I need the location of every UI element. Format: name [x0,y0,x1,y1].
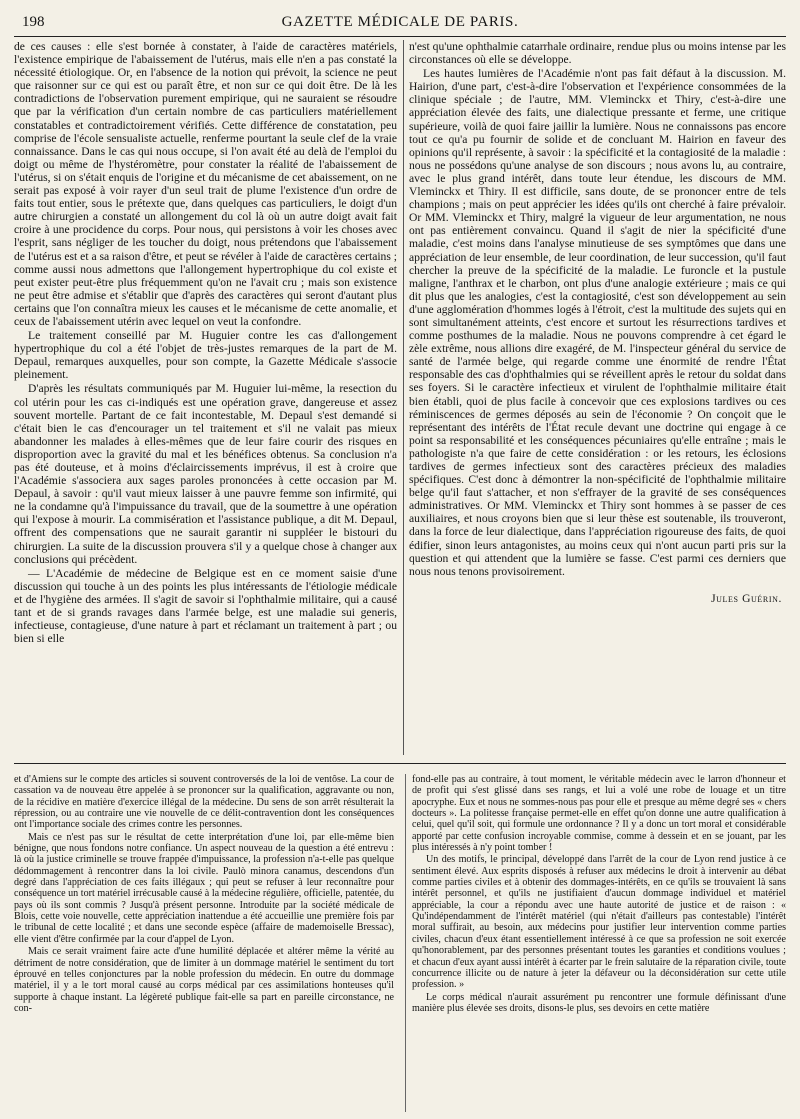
page-number: 198 [22,14,45,30]
article-paragraph: — L'Académie de médecine de Belgique est en ce moment saisie d'une discussion qui touche à un des points les plus intéressants de l'étiologie médicale et de l'hygiène des armées. Il s'agit de savoir si l'ophthalmie militaire, qui a causé tant et de si grands ravages dans l'armée belge, est une maladie sui generis, infectieuse, contagieuse, d'une nature à part et réclamant un traitement à part ; ou bien si elle [14,566,397,646]
feuilleton-body [14,774,786,1112]
feuilleton-paragraph: fond-elle pas au contraire, à tout moment, le véritable médecin avec le larron d'honneur et de profit qui s'est glissé dans ses rangs, et lui a volé une robe de louage et un titre apocryphe. Eux et nous ne sommes-nous pas pour elle et presque au même degré ses « chers docteurs ». La politesse française permet-elle en effet qu'on donne une autre qualification à celui, quel qu'il soit, qui formule une ordonnance ? Il y a donc un tort moral et considérable apporté par cette confusion incroyable commise, comme à dessein et en se jouant, par les plus intéressés à n'y point tomber ! [412,774,786,854]
article-paragraph: n'est qu'une ophthalmie catarrhale ordinaire, rendue plus ou moins intense par les circonstances où elle se développe. [409,40,786,67]
header-rule [14,36,786,37]
article-right-column [409,40,786,755]
feuilleton-paragraph: Le corps médical n'aurait assurément pu rencontrer une formule définissant d'une manière plus élevée ses droits, disons-le plus, ses devoirs en cette matière [412,991,786,1014]
feuilleton-paragraph: Mais ce n'est pas sur le résultat de cette interprétation d'une loi, par elle-même bien bénigne, que nous fondons notre confiance. Un aspect nouveau de la question a été entrevu : là où la justice criminelle se trouve frappée d'impuissance, la profession n'a-t-elle pas quelque dédommagement à rencontrer dans la loi civile. Paulò minora canamus, descendons d'un degré dans l'appréciation de ces faits illégaux ; qui peut se refuser à leur reconnaître pour conséquence un tort matériel irrécusable causé à la médecine régulière, officielle, patentée, du pays où ils sont commis ? Jusqu'à présent personne. Introduite par la société médicale de Blois, cette voie nouvelle, cette appréciation inattendue a été accueillie une première fois par le tribunal de cette localité ; et dans une seconde espèce (affaire de mademoiselle Bressac), elle vient d'être confirmée par la cour d'appel de Lyon. [14,831,394,945]
feuilleton-rule [14,763,786,764]
author-signature: Jules Guérin. [711,591,782,605]
article-paragraph: Le traitement conseillé par M. Huguier contre les cas d'allongement hypertrophique du col a été l'objet de très-justes remarques de la part de M. Depaul, remarques auxquelles, pour son compte, la Gazette Médicale s'associe pleinement. [14,329,397,382]
article-paragraph: D'après les résultats communiqués par M. Huguier lui-même, la resection du col utérin pour les cas ci-indiqués est une opération grave, dangereuse et assez souvent mortelle. Partant de ce fait incontestable, M. Depaul s'est demandé si c'était bien le cas d'encourager un tel traitement et s'il ne valait pas mieux abandonner les malades à elles-mêmes que de leur faire courir des risques en disproportion avec la gravité du mal et les bénéfices obtenus. Sa conclusion n'a pas été douteuse, et à moins d'éclaircissements imprévus, il est à croire que l'Académie s'associera aux sages paroles prononcées à cette occasion par M. Depaul, à savoir : qu'il vaut mieux laisser à une pauvre femme son infirmité, qui ne la condamne qu'à l'impuissance du travail, que de la soumettre à une opération qui l'expose à mourir. La commisération et l'assistance publique, a dit M. Depaul, offrent des compensations que ne saurait garantir ni suppléer le bistouri du chirurgien. La suite de la discussion prouvera s'il y a quelque chose à changer aux conclusions qui précèdent. [14,382,397,566]
feuilleton-right-column [412,774,786,1112]
article-left-column [14,40,397,755]
journal-title: GAZETTE MÉDICALE DE PARIS. [281,14,519,30]
page-header [14,14,786,34]
feuilleton-paragraph: et d'Amiens sur le compte des articles si souvent controversés de la loi de ventôse. La cour de cassation va de nouveau être appelée à se prononcer sur la qualification, aggravante ou non, de la récidive en matière d'exercice illégal de la médecine. Du sens de son arrêt résulterait la répression, ou au contraire une vie nouvelle de ce délit-contravention dont les conséquences ont l'importance sociale des crimes contre les personnes. [14,774,394,831]
feuilleton-column-divider [405,774,406,1112]
article-paragraph: de ces causes : elle s'est bornée à constater, à l'aide de caractères matériels, l'existence empirique de l'abaissement de l'utérus, mais elle n'en a pas constaté la nécessité étiologique. Or, en l'absence de la notion qui prévoit, la science ne peut que raisonner sur ce qui est ou paraît être, et non sur ce qui doit être. De là les contradictions de l'observation purement empirique, qui ne sauraient se résoudre que par la vérification d'un certain nombre de cas particuliers matériellement constatables et contradictoirement vérifiés. Cette différence de constatation, peu comprise de l'école sensualiste actuelle, renferme pourtant la seule clef de la vraie connaissance. Dans le cas qui nous occupe, si l'on avait été au delà de l'emploi du doigt ou même de l'hystéromètre, pour constater la réalité de l'abaissement de l'utérus, si on s'était enquis de l'origine et du mécanisme de cet abaissement, on ne serait pas exposé à voir rayer d'un seul trait de plume l'existence d'un ordre de faits tout entier, sous le prétexte que, dans quelques cas particuliers, le doigt d'un autre chirurgien a constaté un allongement du col là où un autre doigt avait fait croire à une procidence du corps. Pour nous, qui persistons à voir les choses avec l'esprit, sans négliger de les toucher du doigt, nous prétendons que l'abaissement de l'utérus est et a sa raison d'être, et peut se révéler à l'aide de caractères certains ; comme aussi nous admettons que l'allongement hypertrophique du col existe et peut exister peut-être plus fréquemment qu'on ne l'avait cru ; mais son existence ne peut être admise et s'établir que d'après des caractères qui seront d'autant plus certains que l'on connaîtra mieux les causes et le mécanisme de cette anomalie, et ceux de l'abaissement utérin avec lequel on veut la confondre. [14,40,397,328]
feuilleton-paragraph: Mais ce serait vraiment faire acte d'une humilité déplacée et altérer même la vérité au détriment de notre considération, que de limiter à un dommage matériel le sentiment du tort éprouvé en telles conjonctures par la noble profession du médecin. En outre du dommage matériel, il y a le tort moral causé au corps médical par ces assimilations honteuses qu'il supporte à chaque instant. La légèreté publique fait-elle sa part en pareille circonstance, ne con- [14,946,394,1014]
column-divider [403,40,404,755]
feuilleton-left-column [14,774,394,1112]
feuilleton-paragraph: Un des motifs, le principal, développé dans l'arrêt de la cour de Lyon rend justice à ce sentiment élevé. Aux esprits disposés à refuser aux médecins le droit à intervenir au débat comme parties civiles et à obtenir des dommages-intérêts, en ce qu'ils se trouvaient là sans intérêt personnel, et qu'ils ne justifiaient d'aucun dommage individuel et matériel appréciable, la cour a répondu avec une haute autorité de justice et de raison : « Qu'indépendamment de l'intérêt matériel (qui n'était d'ailleurs pas contestable) l'intérêt moral suffirait, au besoin, aux médecins pour justifier leur intervention comme parties civiles, chacun d'eux étant essentiellement intéressé à ce que sa profession ne soit exercée qu'honorablement, par des personnes présentant toutes les garanties et conditions voulues ; et chacun d'eux ayant aussi intérêt à écarter par le frein salutaire de la réparation civile, toute concurrence illicite ou de nature à jeter la défaveur ou la déconsidération sur cette utile profession. » [412,854,786,991]
article-body [14,40,786,755]
article-paragraph: Les hautes lumières de l'Académie n'ont pas fait défaut à la discussion. M. Hairion, d'une part, c'est-à-dire l'observation et l'expérience consommées de la clinique spéciale ; de l'autre, MM. Vleminckx et Thiry, c'est-à-dire une appréciation élevée des faits, une dialectique pressante et ferme, une critique supérieure, voilà de quoi faire jaillir la lumière. Nous ne connaissons pas encore tout ce qu'a pu fournir de solide et de concluant M. Hairion en faveur des opinions qu'il représente, à savoir : la spécificité et la contagiosité de la maladie : nous ne possédons qu'une analyse de son discours ; nous avons lu, au contraire, avec le plus grand intérêt, dans toute leur étendue, les discours de MM. Vleminckx et Thiry. Il est difficile, sans doute, de se prononcer entre de tels champions ; mais on peut apprécier les idées qu'ils ont cherché à faire prévaloir. Or MM. Vleminckx et Thiry, malgré la vigueur de leur argumentation, ne nous ont pas entièrement convaincu. Quand il s'agit de nier la spécificité d'une maladie, c'est moins dans l'analyse minutieuse de ses symptômes que dans une appréciation de leur ensemble, de leur coordination, de leur succession, qu'il faut chercher la preuve de la spécificité de la maladie. Le furoncle et la pustule maligne, l'anthrax et le charbon, ont plus d'une analogie extérieure ; mais ce qui dit plus que les analogies, c'est la contagiosité, c'est son développement au sein d'une agglomération d'hommes logés à l'étroit, c'est la multitude des sujets qui en sont simultanément atteints, c'est encore et surtout les résurrections tardives et comme posthumes de la maladie. Nous ne pouvons comprendre à cet égard le zèle extrême, nous allions dire exagéré, de M. l'inspecteur général du service de santé de l'armée belge, qui regarde comme une énormité de rendre l'État responsable des cas d'ophthalmies qui se réveillent après le retour du soldat dans ses foyers. Si le caractère infectieux et virulent de l'ophthalmie militaire était bien établi, quoi de plus facile à concevoir que ces explosions tardives ou ces réminiscences de germes déposés au sein de l'économie ? On conçoit que le représentant des intérêts de l'État recule devant une doctrine qui engage à ce point sa responsabilité et les conséquences pécuniaires qu'elle entraîne ; mais le pathologiste n'a que faire de cette considération : or les retours, les éclosions tardives de germes infectieux sont des caractères précieux des maladies spécifiques. C'est donc à démontrer la non-spécificité de l'ophthalmie militaire belge qu'il faut s'attacher, et non s'effrayer de la gravité de ses conséquences administratives. Or MM. Vleminckx et Thiry sont hommes à se passer de ces auxiliaires, et nous croyons bien que si leur thèse est soutenable, ils trouveront, dans la force de leur dialectique, dans l'appréciation rigoureuse des faits, de quoi édifier, sinon leurs antagonistes, au moins ceux qui n'ont aucun parti pris sur la question et qui attendent que la lumière se fasse. C'est parmi ces derniers que nous nous tenons provisoirement. [409,67,786,578]
